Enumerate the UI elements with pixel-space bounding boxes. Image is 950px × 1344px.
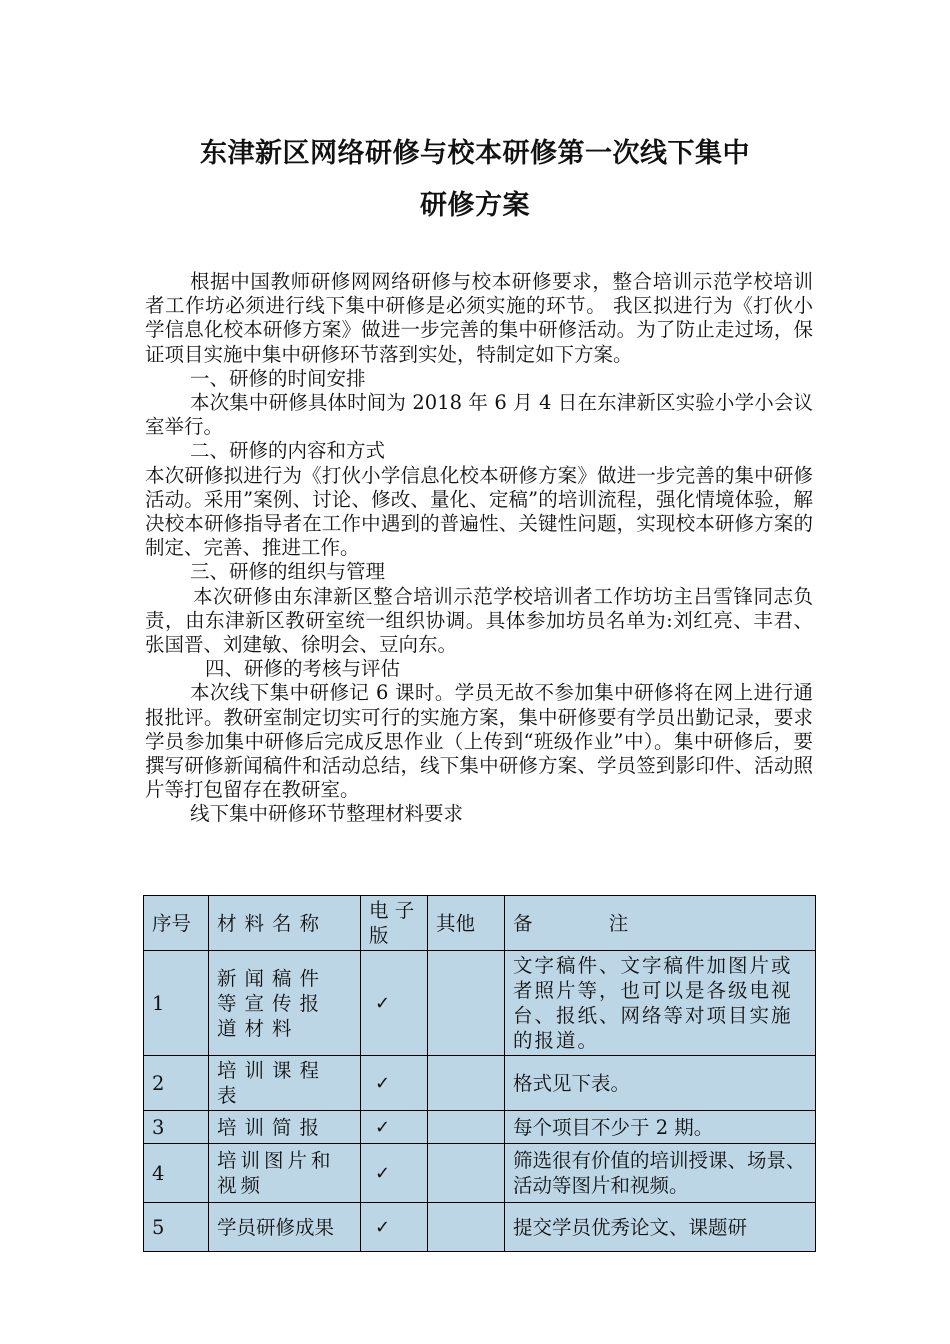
header-no: 序号	[144, 896, 209, 951]
paragraph-content: 本次研修拟进行为《打伙小学信息化校本研修方案》做进一步完善的集中研修活动。采用”案例、讨论、修改、量化、定稿”的培训流程，强化情境体验，解决校本研修指导者在工作中遇到的普遍性、关键性问题，实现校本研修方案的制定、完善、推进工作。	[145, 463, 813, 560]
row-note: 每个项目不少于 2 期。	[505, 1111, 816, 1144]
section-heading-organization: 三、研修的组织与管理	[190, 560, 386, 584]
document-body	[145, 270, 813, 827]
row-other	[428, 1144, 505, 1203]
row-no: 2	[144, 1056, 209, 1111]
row-electronic-check: ✓	[361, 1111, 428, 1144]
header-electronic: 电 子 版	[361, 896, 428, 951]
row-no: 1	[144, 951, 209, 1056]
header-name: 材料名称	[209, 896, 361, 951]
paragraph-organization: 本次研修由东津新区整合培训示范学校培训者工作坊坊主吕雪锋同志负责，由东津新区教研室统一组织协调。具体参加坊员名单为:刘红亮、丰君、张国晋、刘建敏、徐明会、豆向东。	[145, 584, 813, 657]
row-name: 培训简报	[209, 1111, 361, 1144]
row-other	[428, 1203, 505, 1252]
paragraph-materials-intro: 线下集中研修环节整理材料要求	[190, 802, 464, 826]
row-name: 学员研修成果	[209, 1203, 361, 1252]
document-title-line1: 东津新区网络研修与校本研修第一次线下集中	[200, 138, 750, 169]
table-row	[144, 1144, 816, 1203]
header-note	[505, 896, 816, 951]
row-name: 新闻稿件等宣传报道材料	[209, 951, 361, 1056]
row-no: 3	[144, 1111, 209, 1144]
paragraph-assessment: 本次线下集中研修记 6 课时。学员无故不参加集中研修将在网上进行通报批评。教研室制定切实可行的实施方案，集中研修要有学员出勤记录，要求学员参加集中研修后完成反思作业（上传到“班级作业”中）。集中研修后，要撰写研修新闻稿件和活动总结，线下集中研修方案、学员签到影印件、活动照片等打包留存在教研室。	[145, 681, 813, 802]
row-name: 培训课程表	[209, 1056, 361, 1111]
row-note: 格式见下表。	[505, 1056, 816, 1111]
row-electronic-check: ✓	[361, 1056, 428, 1111]
table-header-row	[144, 896, 816, 951]
row-note: 筛选很有价值的培训授课、场景、活动等图片和视频。	[505, 1144, 816, 1203]
section-heading-assessment: 四、研修的考核与评估	[205, 657, 401, 681]
row-note: 提交学员优秀论文、课题研	[505, 1203, 816, 1252]
table-row	[144, 1056, 816, 1111]
row-electronic-check: ✓	[361, 1144, 428, 1203]
row-other	[428, 951, 505, 1056]
row-other	[428, 1111, 505, 1144]
header-note-text: 备 注	[513, 911, 629, 935]
table-row	[144, 951, 816, 1056]
row-electronic-check: ✓	[361, 951, 428, 1056]
section-heading-content: 二、研修的内容和方式	[190, 439, 386, 463]
row-note: 文字稿件、文字稿件加图片或者照片等，也可以是各级电视台、报纸、网络等对项目实施的报道。	[505, 951, 816, 1056]
row-no: 5	[144, 1203, 209, 1252]
row-other	[428, 1056, 505, 1111]
paragraph-intro: 根据中国教师研修网网络研修与校本研修要求，整合培训示范学校培训者工作坊必须进行线下集中研修是必须实施的环节。 我区拟进行为《打伙小学信息化校本研修方案》做进一步完善的集中研修活动。为了防止走过场，保证项目实施中集中研修环节落到实处，特制定如下方案。	[145, 270, 813, 366]
row-name: 培训图片和视频	[209, 1144, 361, 1203]
document-title-line2: 研修方案	[420, 190, 530, 221]
section-heading-time: 一、研修的时间安排	[190, 366, 366, 390]
table-row	[144, 1203, 816, 1252]
row-no: 4	[144, 1144, 209, 1203]
table-row	[144, 1111, 816, 1144]
paragraph-time: 本次集中研修具体时间为 2018 年 6 月 4 日在东津新区实验小学小会议室举行。	[145, 391, 813, 439]
materials-table	[143, 895, 816, 1252]
header-other: 其他	[428, 896, 505, 951]
row-electronic-check: ✓	[361, 1203, 428, 1252]
